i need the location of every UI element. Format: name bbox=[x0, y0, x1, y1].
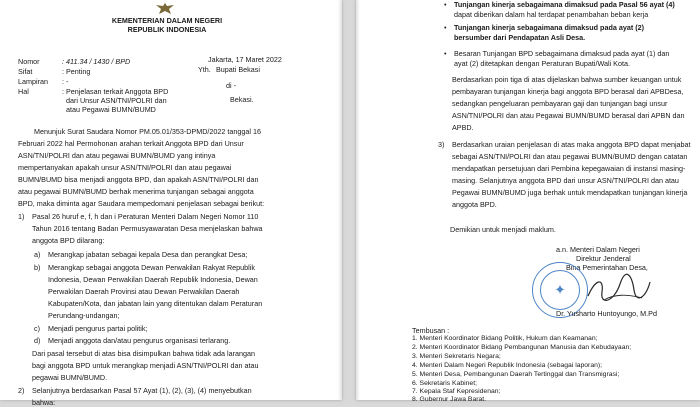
point-3-line: sebagai ASN/TNI/POLRI dan atau pegawai BUMN/BUMD dengan catatan bbox=[452, 152, 688, 161]
signature-line-2: Direktur Jenderal bbox=[576, 254, 631, 263]
bullet-line: Besaran Tunjangan BPD sebagaimana dimaksud pada ayat (1) dan bbox=[454, 49, 670, 58]
point-2-line: bahwa: bbox=[32, 398, 56, 407]
cc-item: 1. Menteri Koordinator Bidang Politik, Hukum dan Keamanan; bbox=[412, 335, 598, 342]
signer-name: Dr. Yusharto Huntoyungo, M.Pd bbox=[556, 309, 657, 318]
cc-item: 2. Menteri Koordinator Bidang Pembangunan Manusia dan Kebudayaan; bbox=[412, 344, 632, 351]
garuda-emblem-icon bbox=[154, 2, 176, 16]
conclusion-line: Dari pasal tersebut di atas bisa disimpulkan bahwa tidak ada larangan bbox=[32, 349, 255, 358]
bullet-line: Tunjangan kinerja sebagaimana dimaksud pada Pasal 56 ayat (4) bbox=[454, 0, 675, 9]
sub-item-line: Perwakilan Daerah Provinsi atau Dewan Perwakilan Daerah bbox=[48, 287, 240, 296]
bullet-line: ayat (2) ditetapkan dengan Peraturan Bupati/Wali Kota. bbox=[454, 59, 630, 68]
bullet-line: bersumber dari Pendapatan Asli Desa. bbox=[454, 33, 586, 42]
paragraph-line: pembayaran tunjangan kinerja bagi anggota BPD berasal dari APBDesa, bbox=[452, 87, 684, 96]
point-number: 1) bbox=[18, 212, 25, 221]
recipient-label: Yth. bbox=[198, 65, 211, 74]
ministry-subtitle: REPUBLIK INDONESIA bbox=[127, 25, 207, 34]
sub-item-line: Perundang-undangan; bbox=[48, 311, 120, 320]
point-number: 2) bbox=[18, 386, 25, 395]
cc-item: 4. Menteri Dalam Negeri Republik Indonesia (sebagai laporan); bbox=[412, 362, 603, 369]
intro-line: BUMN/BUMD bisa menjadi anggota BPD, dan apakah ASN/TNI/POLRI dan bbox=[18, 175, 259, 184]
conclusion-line: pegawai BUMN/BUMD. bbox=[32, 373, 108, 382]
point-3-line: anggota BPD. bbox=[452, 200, 497, 209]
point-3-line: masing. Selanjutnya anggota BPD dari unsur ASN/TNI/POLRI dan atau bbox=[452, 176, 679, 185]
hal-line-1: : Penjelasan terkait Anggota BPD bbox=[62, 87, 169, 96]
signature-line-3: Bina Pemerintahan Desa, bbox=[566, 263, 648, 272]
sub-item-letter: c) bbox=[34, 324, 40, 333]
sifat-value: : Penting bbox=[62, 67, 91, 76]
point-number: 3) bbox=[438, 140, 445, 149]
page-fold-shadow bbox=[338, 0, 342, 400]
cc-item: 3. Menteri Sekretaris Negara; bbox=[412, 353, 501, 360]
closing-text: Demikian untuk menjadi maklum. bbox=[450, 225, 556, 234]
point-3-line: mendapatkan persetujuan dari Pembina kepegawaian di instansi masing- bbox=[452, 164, 686, 173]
letter-page-1 bbox=[0, 0, 342, 407]
point-1-line: Pasal 26 huruf e, f, h dan i Peraturan Menteri Dalam Negeri Nomor 110 bbox=[32, 212, 259, 221]
cc-label: Tembusan : bbox=[412, 326, 450, 335]
cc-item: 8. Gubernur Jawa Barat. bbox=[412, 396, 487, 403]
bullet-icon: • bbox=[444, 0, 447, 9]
intro-line: ASN/TNI/POLRI dan atau pegawai BUMN/BUMD yang intinya bbox=[18, 151, 216, 160]
intro-line: BPD, maka diminta agar Saudara mempedomani penjelasan sebagai berikut: bbox=[18, 199, 265, 208]
nomor-value: : 411.34 / 1430 / BPD bbox=[62, 57, 131, 66]
recipient-name: Bupati Bekasi bbox=[216, 65, 260, 74]
intro-line: mempertanyakan apakah unsur ASN/TNI/POLRI dan atau pegawai bbox=[18, 163, 232, 172]
point-1-line: Tahun 2016 tentang Badan Permusyawaratan Desa menjelaskan bahwa bbox=[32, 224, 263, 233]
intro-line: atau pegawai BUMN/BUMD berhak menerima tunjangan sebagai anggota bbox=[18, 187, 254, 196]
cc-item: 5. Menteri Desa, Pembangunan Daerah Tertinggal dan Transmigrasi; bbox=[412, 371, 620, 378]
sub-item-line: Menjadi pengurus partai politik; bbox=[48, 324, 148, 333]
sub-item-line: Kabupaten/Kota, dan jabatan lain yang ditentukan dalam Peraturan bbox=[48, 299, 263, 308]
sub-item-line: Menjadi anggota dan/atau pengurus organisasi terlarang. bbox=[48, 336, 231, 345]
handwritten-signature bbox=[584, 272, 654, 306]
letter-date: Jakarta, 17 Maret 2022 bbox=[208, 55, 282, 64]
sub-item-letter: b) bbox=[34, 263, 41, 272]
intro-line: Menunjuk Surat Saudara Nomor PM.05.01/353-DPMD/2022 tanggal 16 bbox=[34, 127, 261, 136]
sub-item-line: Merangkap jabatan sebagai kepala Desa dan perangkat Desa; bbox=[48, 250, 248, 259]
sifat-label: Sifat bbox=[18, 67, 33, 76]
sub-item-letter: d) bbox=[34, 336, 41, 345]
bullet-line: Tunjangan kinerja sebagaimana dimaksud pada ayat (2) bbox=[454, 23, 644, 32]
sub-item-letter: a) bbox=[34, 250, 41, 259]
page-fold-shadow bbox=[356, 0, 360, 400]
paragraph-line: ASN/TNI/POLRI dan atau Pegawai BUMN/BUMD berasal dari APBN dan bbox=[452, 111, 685, 120]
cc-item: 7. Kepala Staf Kepresidenan; bbox=[412, 388, 501, 395]
nomor-label: Nomor bbox=[18, 57, 40, 66]
location-value: Bekasi. bbox=[230, 95, 254, 104]
official-seal-icon: ✦ bbox=[532, 262, 588, 318]
location-label: di - bbox=[226, 81, 236, 90]
sub-item-line: Indonesia, Dewan Perwakilan Daerah Republik Indonesia, Dewan bbox=[48, 275, 258, 284]
point-2-line: Selanjutnya berdasarkan Pasal 57 Ayat (1), (2), (3), (4) menyebutkan bbox=[32, 386, 252, 395]
bullet-icon: • bbox=[444, 49, 447, 58]
ministry-name: KEMENTERIAN DALAM NEGERI bbox=[111, 16, 223, 25]
paragraph-line: Berdasarkan poin tiga di atas dijelaskan bahwa sumber keuangan untuk bbox=[452, 75, 682, 84]
hal-label: Hal bbox=[18, 87, 29, 96]
hal-line-2: dari Unsur ASN/TNI/POLRI dan bbox=[66, 96, 167, 105]
intro-line: Februari 2022 hal Permohonan arahan terkait Anggota BPD dari Unsur bbox=[18, 139, 244, 148]
bullet-line: dapat diberikan dalam hal terdapat penambahan beban kerja bbox=[454, 10, 649, 19]
paragraph-line: APBD. bbox=[452, 123, 474, 132]
paragraph-line: sedangkan pengeluaran pembayaran gaji dan tunjangan bagi unsur bbox=[452, 99, 668, 108]
lampiran-label: Lampiran bbox=[18, 77, 48, 86]
point-3-line: Berdasarkan uraian penjelasan di atas maka anggota BPD dapat menjabat bbox=[452, 140, 691, 149]
point-3-line: Pegawai BUMN/BUMD juga berhak untuk mendapatkan tunjangan kinerja bbox=[452, 188, 688, 197]
letter-page-2 bbox=[356, 0, 700, 403]
point-1-line: anggota BPD dilarang: bbox=[32, 236, 105, 245]
cc-item: 6. Sekretaris Kabinet; bbox=[412, 380, 477, 387]
lampiran-value: : - bbox=[62, 77, 69, 86]
hal-line-3: atau Pegawai BUMN/BUMD bbox=[66, 105, 156, 114]
signature-line-1: a.n. Menteri Dalam Negeri bbox=[556, 245, 640, 254]
bullet-icon: • bbox=[444, 23, 447, 32]
conclusion-line: bagi anggota BPD untuk merangkap menjadi ASN/TNI/POLRI dan atau bbox=[32, 361, 259, 370]
sub-item-line: Merangkap sebagai anggota Dewan Perwakilan Rakyat Republik bbox=[48, 263, 255, 272]
